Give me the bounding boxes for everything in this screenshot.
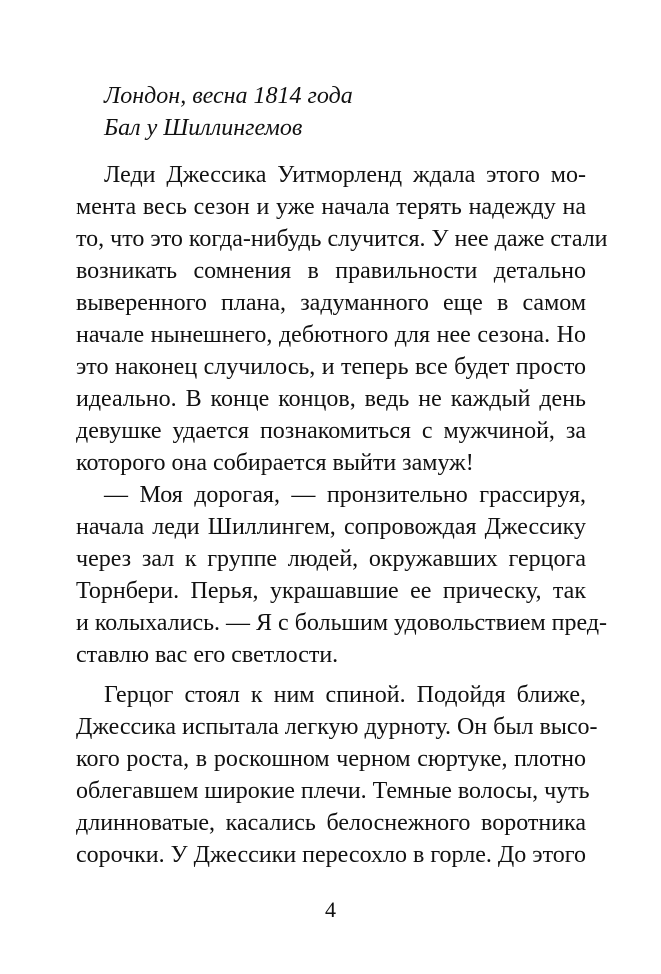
text-line: это наконец случилось, и теперь все будет просто: [76, 354, 586, 380]
text-line: через зал к группе людей, окружавших герцога: [76, 546, 586, 572]
text-line: кого роста, в роскошном черном сюртуке, плотно: [76, 746, 586, 772]
text-line: выверенного плана, задуманного еще в самом: [76, 290, 586, 316]
text-line: Герцог стоял к ним спиной. Подойдя ближе,: [104, 682, 586, 708]
text-line: идеально. В конце концов, ведь не каждый день: [76, 386, 586, 412]
text-line: возникать сомнения в правильности детально: [76, 258, 586, 284]
text-line: которого она собирается выйти замуж!: [76, 450, 474, 476]
text-line: то, что это когда-нибудь случится. У нее даже стали: [76, 226, 608, 252]
text-line: начала леди Шиллингем, сопровождая Джессику: [76, 514, 586, 540]
text-line: — Моя дорогая, — пронзительно грассируя,: [104, 482, 586, 508]
text-line: мента весь сезон и уже начала терять надежду на: [76, 194, 586, 220]
text-line: облегавшем широкие плечи. Темные волосы, чуть: [76, 778, 590, 804]
text-line: Торнбери. Перья, украшавшие ее прическу, так: [76, 578, 586, 604]
heading-chapter-title: Бал у Шиллингемов: [104, 115, 303, 141]
text-line: начале нынешнего, дебютного для нее сезона. Но: [76, 322, 586, 348]
text-line: сорочки. У Джессики пересохло в горле. До этого: [76, 842, 586, 868]
text-line: девушке удается познакомиться с мужчиной, за: [76, 418, 586, 444]
text-line: длинноватые, касались белоснежного воротника: [76, 810, 586, 836]
heading-place-date: Лондон, весна 1814 года: [104, 83, 353, 109]
text-line: Леди Джессика Уитморленд ждала этого мо-: [104, 162, 586, 188]
text-line: и колыхались. — Я с большим удовольствием пред-: [76, 610, 608, 636]
page-number: 4: [325, 897, 336, 922]
text-line: ставлю вас его светлости.: [76, 642, 339, 668]
text-line: Джессика испытала легкую дурноту. Он был высо-: [76, 714, 598, 740]
